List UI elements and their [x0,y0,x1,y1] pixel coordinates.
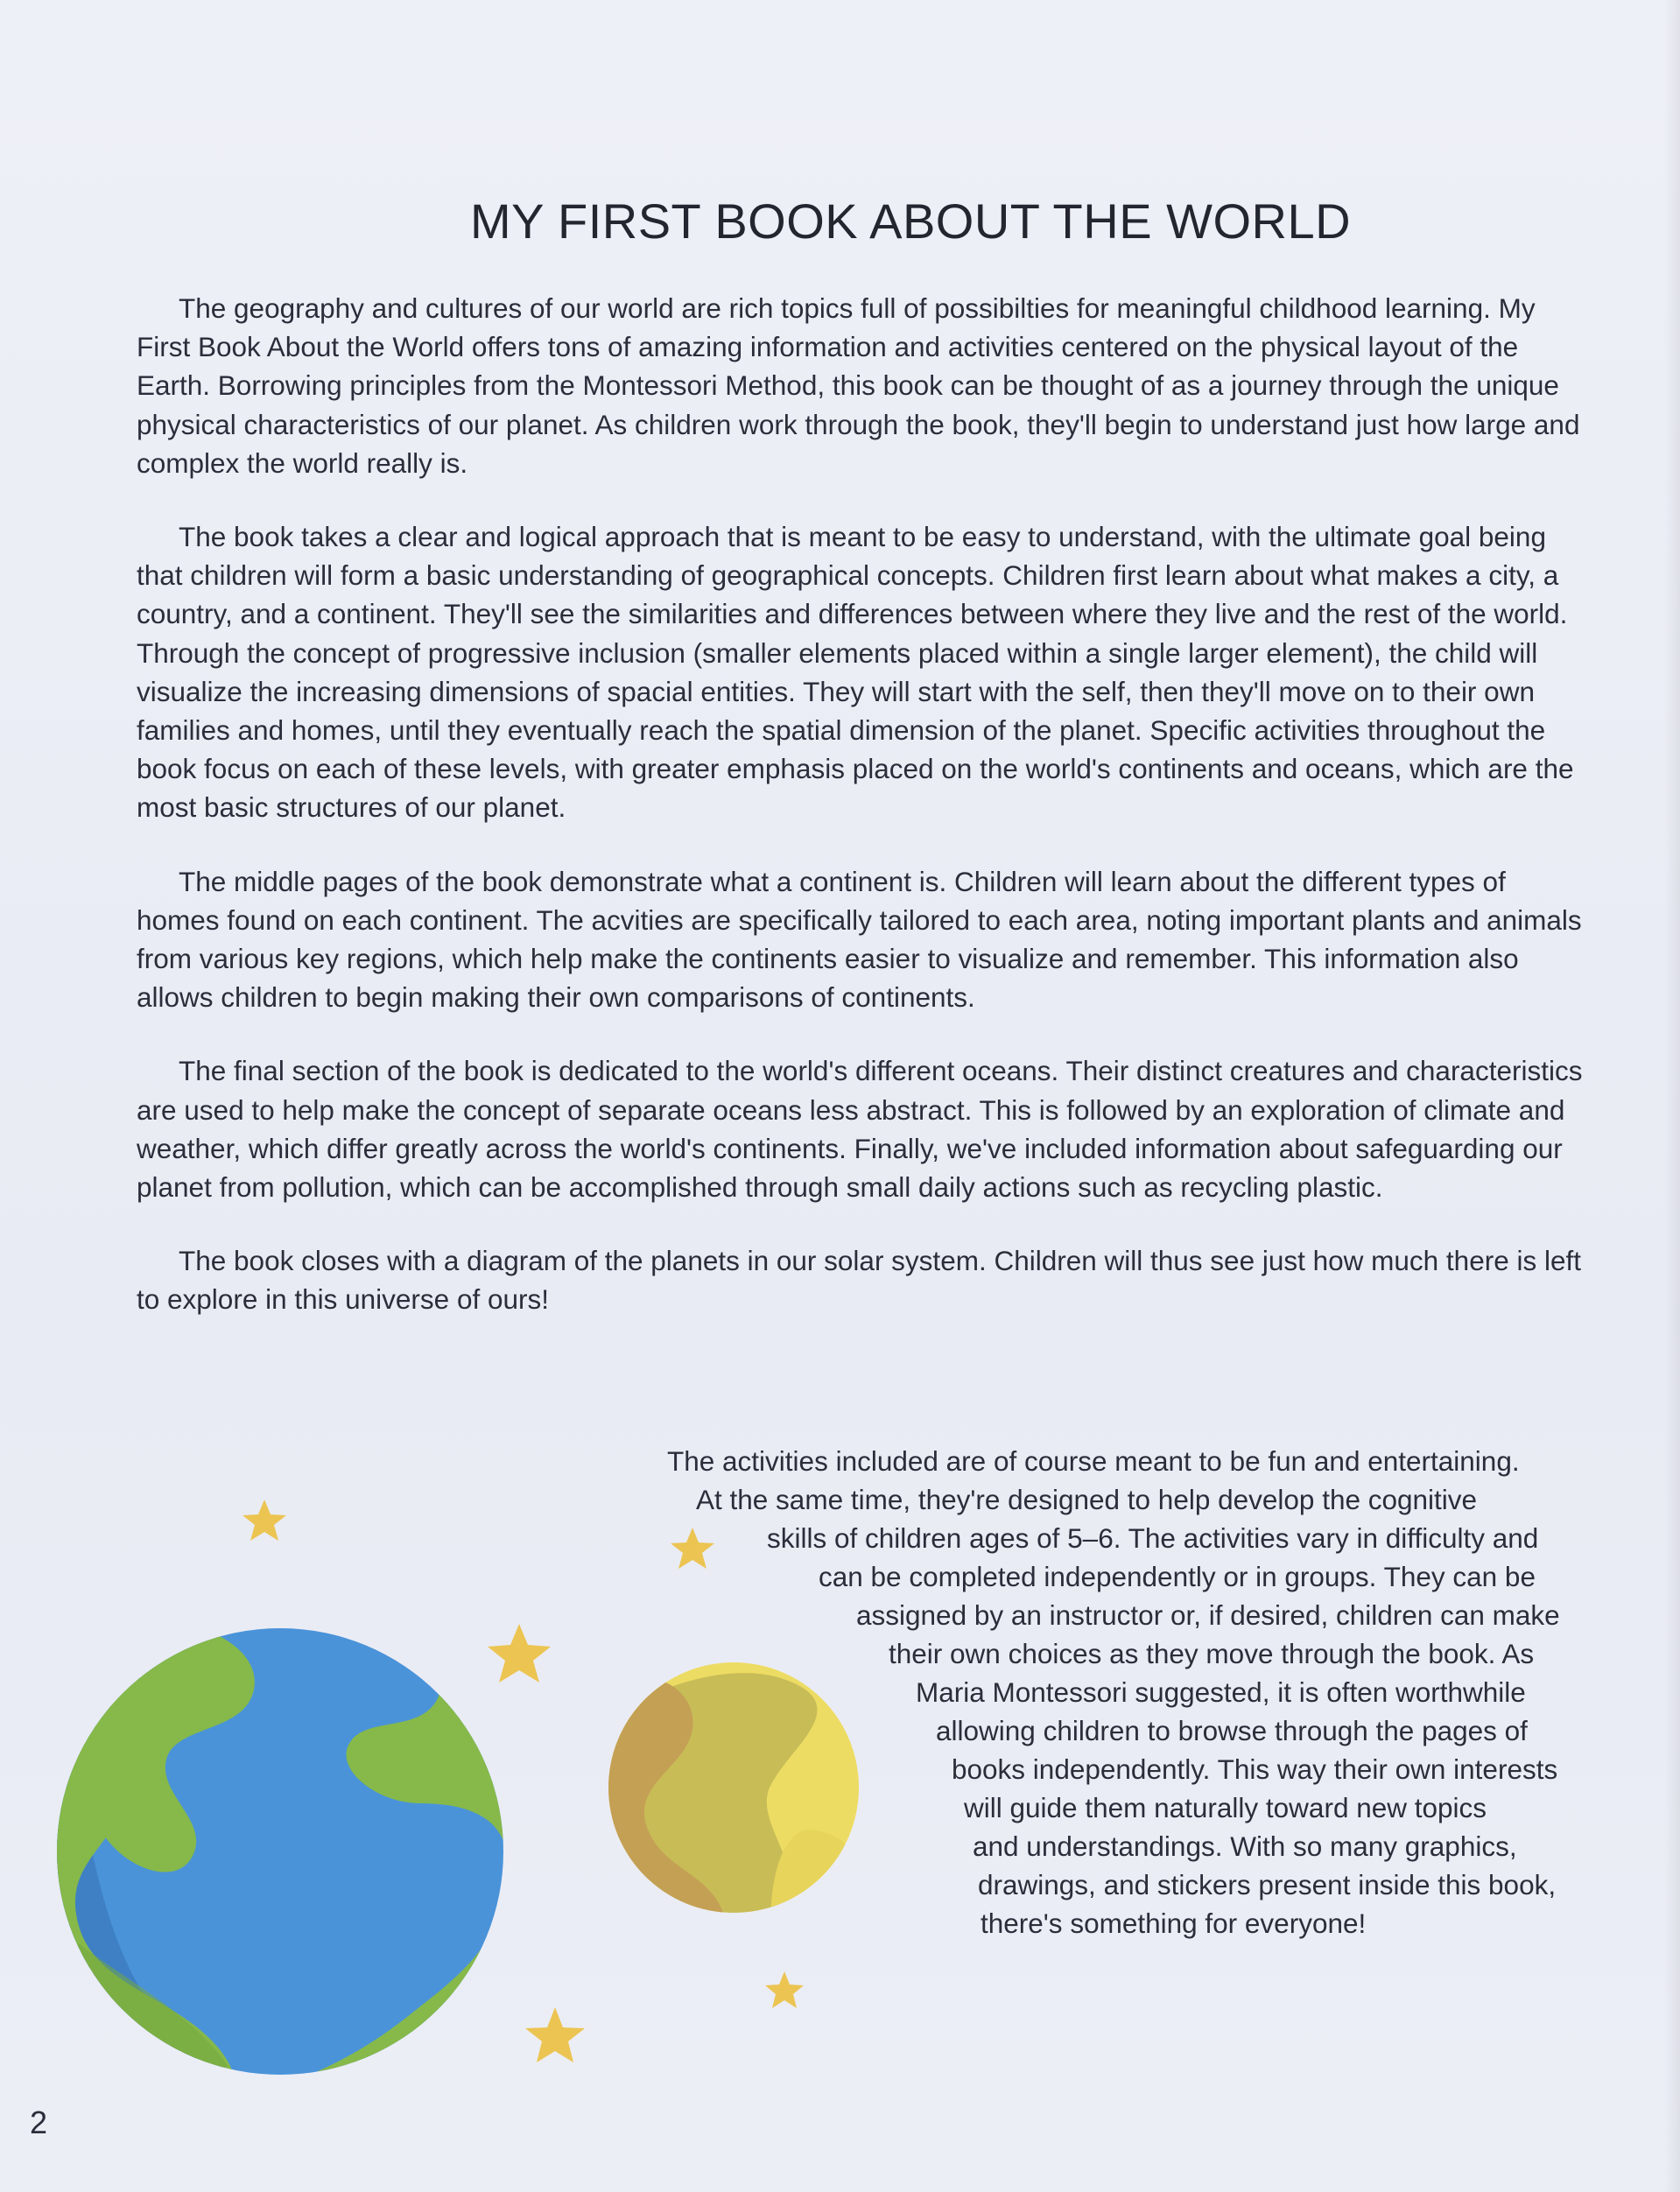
page-number: 2 [30,2104,48,2140]
paragraph-3: The middle pages of the book demonstrate what a continent is. Children will learn about the different types of homes found on each continent. The acvities are specifically tailored to each area, noting important plants and animals from various key regions, which help make the continents easier to visualize and remember. This information also allows children to begin making their own comparisons of continents. [137,865,1582,1014]
activities-line: their own choices as they move through the book. As [889,1638,1535,1669]
paragraph-1: The geography and cultures of our world are rich topics full of possibilties for meaningful childhood learning. My First Book About the World offers tons of amazing information and activities centered on the physical layout of the Earth. Borrowing principles from the Montessori Method, this book can be thought of as a journey through the unique physical characteristics of our planet. As children work through the book, they'll begin to understand just how large and complex the world really is. [137,292,1580,479]
star-icon [765,1971,804,2008]
activities-line: Maria Montessori suggested, it is often worthwhile [916,1676,1526,1708]
page-title: MY FIRST BOOK ABOUT THE WORLD [469,193,1352,249]
star-icon [243,1500,286,1541]
star-icon [525,2007,585,2062]
star-icon [488,1624,551,1683]
activities-line: At the same time, they're designed to help develop the cognitive [696,1484,1478,1515]
yellow-planet-icon [604,1662,867,1926]
activities-line: and understandings. With so many graphics, [973,1830,1517,1862]
activities-line: can be completed independently or in groups. They can be [819,1561,1536,1592]
paragraph-5: The book closes with a diagram of the planets in our solar system. Children will thus see just how much there is left to explore in this universe of ours! [137,1245,1581,1316]
intro-body [137,289,1590,1354]
activities-line: allowing children to browse through the pages of [936,1715,1528,1746]
activities-line: books independently. This way their own interests [952,1753,1558,1785]
activities-line: drawings, and stickers present inside this book, [978,1869,1557,1900]
paragraph-4: The final section of the book is dedicated to the world's different oceans. Their distinct creatures and characteristics are used to help make the concept of separate oceans less abstract. This is followed by an exploration of climate and weather, which differ greatly across the world's continents. Finally, we've included information about safeguarding our planet from pollution, which can be accomplished through small daily actions such as recycling plastic. [137,1055,1583,1204]
page-edge-shadow [1664,0,1680,2192]
activities-line: there's something for everyone! [981,1907,1367,1939]
paragraph-2: The book takes a clear and logical approach that is meant to be easy to understand, with the ultimate goal being that children will form a basic understanding of geographical concepts. Children first learn about what makes a city, a country, and a continent. They'll see the similarities and differences between where they live and the rest of the world. Through the concept of progressive inclusion (smaller elements placed within a single larger element), the child will visualize the increasing dimensions of spacial entities. They will start with the self, then they'll move on to their own families and homes, until they eventually reach the spatial dimension of the planet. Specific activities throughout the book focus on each of these levels, with greater emphasis placed on the world's continents and oceans, which are the most basic structures of our planet. [137,521,1574,824]
earth-globe-icon [35,1619,525,2118]
activities-line: assigned by an instructor or, if desired, children can make [856,1599,1560,1631]
activities-line: The activities included are of course meant to be fun and entertaining. [667,1445,1520,1477]
star-icon [671,1528,714,1569]
activities-line: skills of children ages of 5–6. The activities vary in difficulty and [767,1522,1539,1554]
activities-line: will guide them naturally toward new topics [964,1792,1487,1823]
